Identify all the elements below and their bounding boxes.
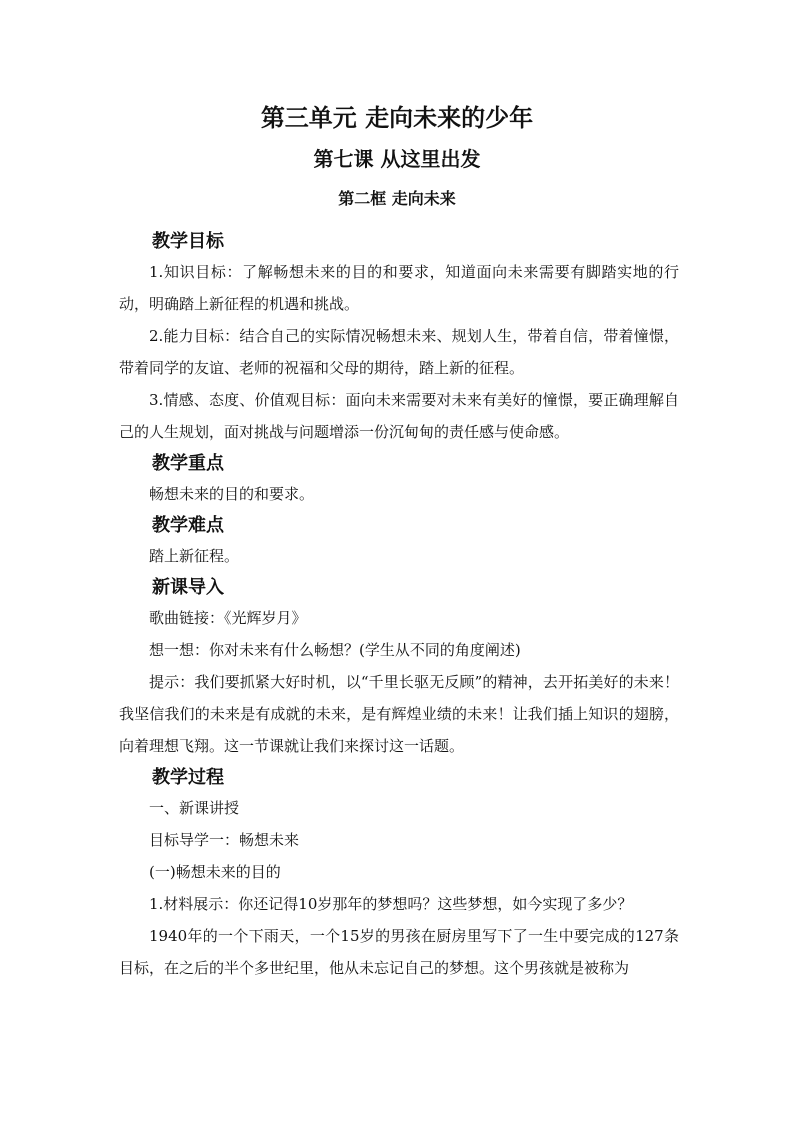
objective-item: 2.能力目标：结合自己的实际情况畅想未来、规划人生，带着自信，带着憧憬，带着同学的友谊、老师的祝福和父母的期待，踏上新的征程。 [119,327,679,377]
unit-title: 第三单元 走向未来的少年 [260,104,534,132]
document-body [119,228,679,984]
process-line: 目标导学一：畅想未来 [149,831,300,849]
intro-heading: 新课导入 [152,577,224,598]
difficulty-text: 踏上新征程。 [149,547,240,565]
section-title: 第二框 走向未来 [338,189,456,208]
intro-think: 想一想：你对未来有什么畅想？(学生从不同的角度阐述) [149,641,521,659]
intro-hint: 提示：我们要抓紧大好时机，以“千里长驱无反顾”的精神，去开拓美好的未来！我坚信我们的未来是有成就的未来，是有辉煌业绩的未来！让我们插上知识的翅膀，向着理想飞翔。这一节课就让我们来探讨这一话题。 [119,673,679,755]
process-heading: 教学过程 [152,767,224,788]
process-line: 1940年的一个下雨天，一个15岁的男孩在厨房里写下了一生中要完成的127条目标，在之后的半个多世纪里，他从未忘记自己的梦想。这个男孩就是被称为 [119,927,679,977]
key-point-text: 畅想未来的目的和要求。 [149,485,315,503]
lesson-title: 第七课 从这里出发 [313,147,481,171]
process-line: (一)畅想未来的目的 [149,863,281,881]
difficulty-heading: 教学难点 [152,515,224,536]
process-line: 一、新课讲授 [149,799,240,817]
objective-item: 1.知识目标：了解畅想未来的目的和要求，知道面向未来需要有脚踏实地的行动，明确踏上新征程的机遇和挑战。 [119,263,679,313]
objectives-heading: 教学目标 [152,231,224,252]
process-line: 1.材料展示：你还记得10岁那年的梦想吗？这些梦想，如今实现了多少？ [149,895,633,913]
intro-song: 歌曲链接：《光辉岁月》 [149,609,307,627]
key-point-heading: 教学重点 [152,453,224,474]
objective-item: 3.情感、态度、价值观目标：面向未来需要对未来有美好的憧憬，要正确理解自己的人生规划，面对挑战与问题增添一份沉甸甸的责任感与使命感。 [119,391,679,441]
